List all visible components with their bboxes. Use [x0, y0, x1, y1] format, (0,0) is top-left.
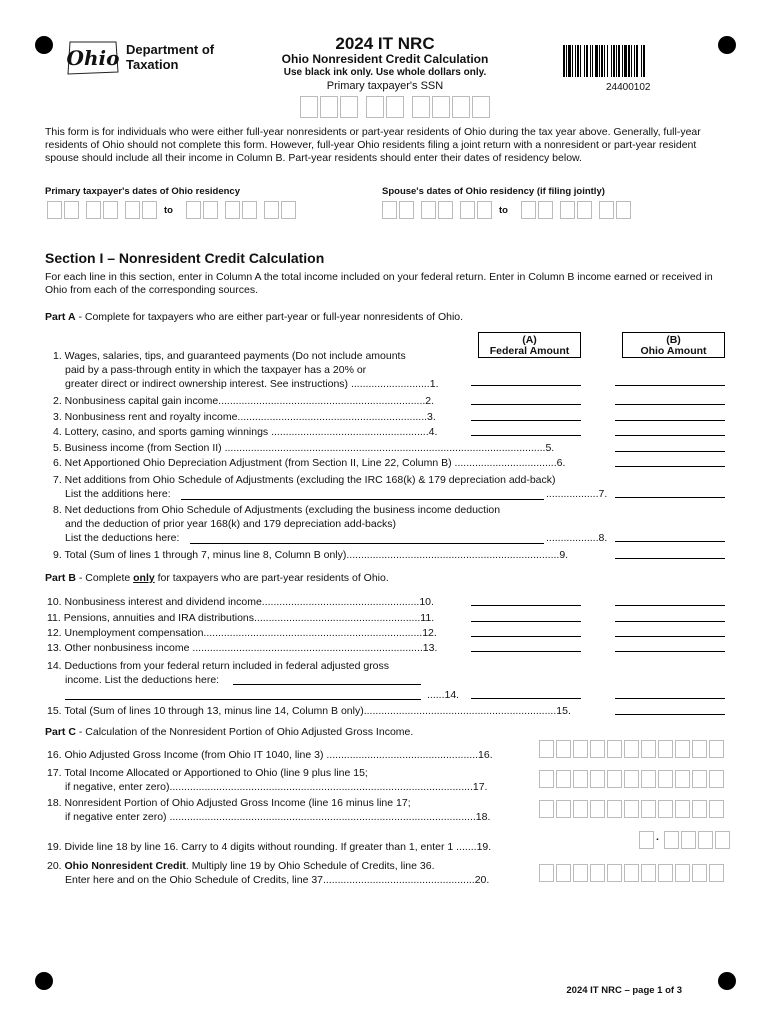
- column-a-header: (A) Federal Amount: [478, 332, 581, 358]
- line-14-list-label: income. List the deductions here:: [65, 674, 220, 686]
- line-17-text-2: if negative, enter zero)........................................................................................................17.: [65, 781, 488, 793]
- ink-instruction: Use black ink only. Use whole dollars only.: [283, 67, 487, 78]
- spouse-residency-label: Spouse's dates of Ohio residency (if filing jointly): [382, 186, 605, 197]
- line-18-text: 18. Nonresident Portion of Ohio Adjusted Gross Income (line 16 minus line 17;: [47, 797, 411, 809]
- ssn-input[interactable]: [300, 96, 490, 118]
- intro-paragraph: This form is for individuals who were either full-year nonresidents or part-year residents of Ohio during the tax year above. Generally, full-year residents of Ohio should not complete this form. However, full-year Ohio residents filing a joint return with a nonresident or part-year resident spouse should include all their income in Column B. Part-year residents should enter their dates of residency below.: [45, 126, 701, 164]
- line-7-col-b-input[interactable]: [615, 497, 725, 498]
- line-13-text: 13. Other nonbusiness income ...............................................................................13.: [47, 642, 438, 654]
- spouse-residency-from[interactable]: [382, 201, 492, 219]
- form-number: 24400102: [606, 82, 651, 93]
- line-4-col-a-input[interactable]: [471, 435, 581, 436]
- line-9-col-b-input[interactable]: [615, 558, 725, 559]
- line-1-text-2: paid by a pass-through entity in which the taxpayer has a 20% or: [65, 364, 367, 376]
- page-footer: 2024 IT NRC – page 1 of 3: [566, 985, 682, 996]
- line-10-text: 10. Nonbusiness interest and dividend income......................................................10.: [47, 596, 434, 608]
- line-3-col-b-input[interactable]: [615, 420, 725, 421]
- line-14-text: 14. Deductions from your federal return included in federal adjusted gross: [47, 660, 390, 672]
- line-17-text: 17. Total Income Allocated or Apportioned to Ohio (line 9 plus line 15;: [47, 767, 368, 779]
- line-2-text: 2. Nonbusiness capital gain income.......................................................................2.: [53, 395, 435, 407]
- primary-residency-from[interactable]: [47, 201, 157, 219]
- line-11-col-b-input[interactable]: [615, 621, 725, 622]
- column-b-header: (B) Ohio Amount: [622, 332, 725, 358]
- part-b-heading: Part B - Complete only for taxpayers who are part-year residents of Ohio.: [45, 572, 389, 584]
- primary-residency-label: Primary taxpayer's dates of Ohio residency: [45, 186, 240, 197]
- line-6-col-b-input[interactable]: [615, 466, 725, 467]
- primary-to-label: to: [164, 205, 173, 216]
- line-20-text-2: Enter here and on the Ohio Schedule of Credits, line 37....................................................20.: [65, 874, 490, 886]
- spouse-residency-to[interactable]: [521, 201, 631, 219]
- line-13-col-b-input[interactable]: [615, 651, 725, 652]
- line-8-deductions-field[interactable]: [190, 543, 544, 544]
- section-title: Section I – Nonresident Credit Calculation: [45, 250, 325, 266]
- line-8-list-label: List the deductions here:: [65, 532, 180, 544]
- line-11-text: 11. Pensions, annuities and IRA distributions.........................................................11.: [47, 612, 435, 624]
- line-2-col-b-input[interactable]: [615, 404, 725, 405]
- line-14-deductions-field-1[interactable]: [233, 684, 421, 685]
- line-2-col-a-input[interactable]: [471, 404, 581, 405]
- line-14-deductions-field-2[interactable]: [65, 699, 421, 700]
- form-subtitle: Ohio Nonresident Credit Calculation: [281, 52, 489, 66]
- line-12-col-b-input[interactable]: [615, 636, 725, 637]
- line-3-col-a-input[interactable]: [471, 420, 581, 421]
- line-18-input[interactable]: [539, 800, 724, 818]
- line-1-text-3: greater direct or indirect ownership interest. See instructions) ...........................1.: [65, 378, 439, 390]
- line-8-text: 8. Net deductions from Ohio Schedule of Adjustments (excluding the business income deduction: [53, 504, 501, 516]
- line-8-text-2: and the deduction of prior year 168(k) and 179 depreciation add-backs): [65, 518, 396, 530]
- line-9-text: 9. Total (Sum of lines 1 through 7, minus line 8, Column B only).........................................................................9.: [53, 549, 569, 561]
- form-title: 2024 IT NRC: [335, 34, 435, 53]
- registration-dot-bottom-left: [35, 972, 53, 990]
- line-5-text: 5. Business income (from Section II) ..............................................................................................................5.: [53, 442, 555, 454]
- line-12-text: 12. Unemployment compensation...........................................................................12.: [47, 627, 437, 639]
- line-1-text: 1. Wages, salaries, tips, and guaranteed payments (Do not include amounts: [53, 350, 406, 362]
- line-8-col-b-input[interactable]: [615, 541, 725, 542]
- barcode: [563, 45, 711, 77]
- line-7-number: ..................7.: [546, 488, 608, 500]
- line-1-col-a-input[interactable]: [471, 385, 581, 386]
- line-19-text: 19. Divide line 18 by line 16. Carry to 4 digits without rounding. If greater than 1, enter 1 .......19.: [47, 841, 492, 853]
- registration-dot-bottom-right: [718, 972, 736, 990]
- decimal-point: .: [656, 831, 659, 843]
- line-18-text-2: if negative enter zero) .........................................................................................................18.: [65, 811, 491, 823]
- line-8-number: ..................8.: [546, 532, 608, 544]
- line-14-col-b-input[interactable]: [615, 698, 725, 699]
- ssn-label: Primary taxpayer's SSN: [326, 80, 444, 92]
- line-6-text: 6. Net Apportioned Ohio Depreciation Adjustment (from Section II, Line 22, Column B) ...................................6.: [53, 457, 566, 469]
- line-15-col-b-input[interactable]: [615, 714, 725, 715]
- line-10-col-b-input[interactable]: [615, 605, 725, 606]
- line-7-additions-field[interactable]: [181, 499, 544, 500]
- line-20-input[interactable]: [539, 864, 724, 882]
- primary-residency-to[interactable]: [186, 201, 296, 219]
- line-16-input[interactable]: [539, 740, 724, 758]
- line-17-input[interactable]: [539, 770, 724, 788]
- line-7-text: 7. Net additions from Ohio Schedule of Adjustments (excluding the IRC 168(k) & 179 depreciation add-back): [53, 474, 556, 486]
- line-16-text: 16. Ohio Adjusted Gross Income (from Ohio IT 1040, line 3) ....................................................16.: [47, 749, 493, 761]
- part-c-heading: Part C - Calculation of the Nonresident Portion of Ohio Adjusted Gross Income.: [45, 726, 414, 738]
- spouse-to-label: to: [499, 205, 508, 216]
- line-14-col-a-input[interactable]: [471, 698, 581, 699]
- line-5-col-b-input[interactable]: [615, 451, 725, 452]
- line-3-text: 3. Nonbusiness rent and royalty income.................................................................3.: [53, 411, 436, 423]
- line-11-col-a-input[interactable]: [471, 621, 581, 622]
- line-12-col-a-input[interactable]: [471, 636, 581, 637]
- part-a-heading: Part A - Complete for taxpayers who are either part-year or full-year nonresidents of Ohio.: [45, 311, 464, 323]
- line-19-input[interactable]: [639, 831, 730, 849]
- line-10-col-a-input[interactable]: [471, 605, 581, 606]
- line-15-text: 15. Total (Sum of lines 10 through 13, minus line 14, Column B only)..................................................................15.: [47, 705, 571, 717]
- line-4-col-b-input[interactable]: [615, 435, 725, 436]
- section-intro: For each line in this section, enter in Column A the total income included on your federal return. Enter in Column B income earned or received in Ohio from each of the corresponding sources.: [45, 271, 713, 296]
- svg-text:Ohio: Ohio: [66, 46, 120, 70]
- line-13-col-a-input[interactable]: [471, 651, 581, 652]
- line-7-list-label: List the additions here:: [65, 488, 171, 500]
- line-14-number: ......14.: [427, 689, 460, 701]
- line-4-text: 4. Lottery, casino, and sports gaming winnings ......................................................4.: [53, 426, 438, 438]
- department-name: Department of Taxation: [126, 42, 215, 72]
- line-1-col-b-input[interactable]: [615, 385, 725, 386]
- line-20-text: 20. Ohio Nonresident Credit. Multiply line 19 by Ohio Schedule of Credits, line 36.: [47, 860, 435, 872]
